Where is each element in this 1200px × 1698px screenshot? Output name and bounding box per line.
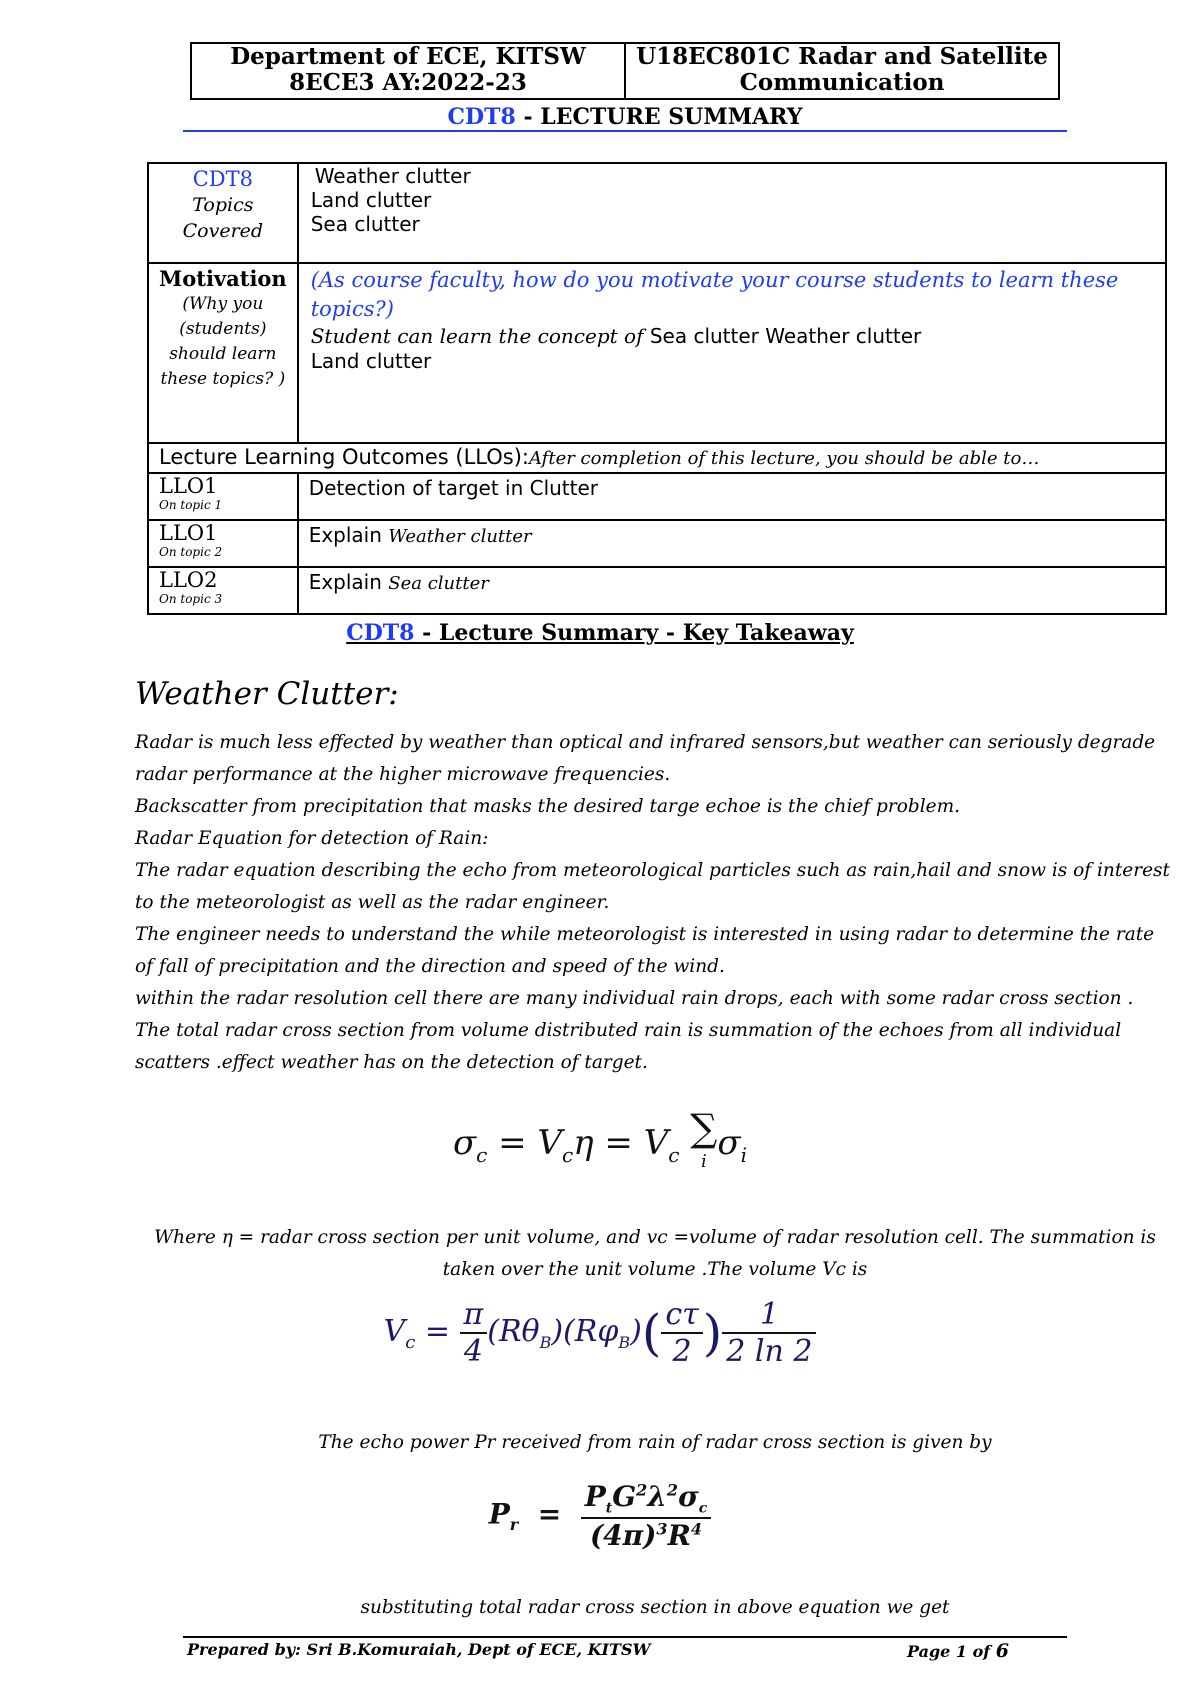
page-of: of xyxy=(967,1642,996,1661)
section-heading: Weather Clutter: xyxy=(135,676,399,712)
llo-row xyxy=(148,567,1166,614)
summary-rest: - LECTURE SUMMARY xyxy=(515,104,803,130)
where-text: Where η = radar cross section per unit volume, and vc =volume of radar resolution cell. The summation is taken over the unit volume .The volume Vc is xyxy=(154,1227,1156,1280)
llo-desc-italic: Sea clutter xyxy=(388,573,489,594)
llo-topic: On topic 2 xyxy=(159,545,223,559)
llo-heading-cell xyxy=(148,443,1166,473)
header-department: Department of ECE, KITSW 8ECE3 AY:2022-23 xyxy=(192,44,626,98)
llo-desc-italic: Weather clutter xyxy=(388,526,532,547)
substitution-text: substituting total radar cross section in above equation we get xyxy=(360,1597,950,1618)
paragraph: The radar equation describing the echo from meteorological particles such as rain,hail and snow is of interest to the meteorologist as well as the radar engineer. xyxy=(135,860,1170,913)
topics-code: CDT8 xyxy=(192,167,253,191)
llo-heading-italic: After completion of this lecture, you should be able to… xyxy=(529,448,1040,469)
key-takeaway-code: CDT8 xyxy=(346,620,415,646)
topics-list-cell xyxy=(298,163,1166,263)
motivation-sub: (Why you (students) should learn these topics? ) xyxy=(160,294,286,389)
llo-desc: Detection of target in Clutter xyxy=(308,476,599,500)
lecture-info-table xyxy=(147,162,1167,615)
llo-topic: On topic 3 xyxy=(159,592,223,606)
page-total: 6 xyxy=(995,1640,1009,1662)
page-number xyxy=(907,1640,1009,1662)
motivation-label-cell xyxy=(148,263,298,443)
body-paragraphs xyxy=(135,727,1175,1079)
lecture-summary-title xyxy=(183,104,1067,132)
key-takeaway-rest: - Lecture Summary - Key Takeaway xyxy=(414,620,854,646)
motivation-line-italic: Student can learn the concept of xyxy=(310,324,650,348)
llo-row xyxy=(148,520,1166,567)
page-label: Page xyxy=(907,1642,956,1661)
topics-label: Topics Covered xyxy=(182,194,264,242)
paragraph: within the radar resolution cell there are many individual rain drops, each with some radar cross section . xyxy=(135,988,1134,1009)
llo-id: LLO2 xyxy=(159,568,218,592)
header-box xyxy=(190,42,1060,100)
llo-id: LLO1 xyxy=(159,521,218,545)
footer-prepared-by: Prepared by: Sri B.Komuraiah, Dept of ECE, KITSW xyxy=(187,1640,651,1659)
motivation-text-cell xyxy=(298,263,1166,443)
motivation-line2: Land clutter xyxy=(310,349,432,373)
echo-text: The echo power Pr received from rain of radar cross section is given by xyxy=(318,1432,992,1453)
motivation-label: Motivation xyxy=(159,266,287,291)
header-course: U18EC801C Radar and Satellite Communication xyxy=(636,44,1048,96)
summary-code: CDT8 xyxy=(447,104,516,130)
topic-item: Land clutter xyxy=(310,188,432,212)
paragraph: Radar is much less effected by weather than optical and infrared sensors,but weather can seriously degrade radar performance at the higher microwave frequencies. xyxy=(135,732,1156,785)
paragraph: Backscatter from precipitation that masks the desired targe echoe is the chief problem. xyxy=(135,796,960,817)
key-takeaway-title xyxy=(0,620,1200,646)
paragraph: The total radar cross section from volume distributed rain is summation of the echoes from all individual scatters .effect weather has on the detection of target. xyxy=(135,1020,1122,1073)
llo-desc: Explain xyxy=(308,570,389,594)
equation-cross-section: $\sigma_c = V_c\eta = V_c$ ∑ i $\sigma_i$ xyxy=(452,1106,748,1172)
equation-volume: $V_c$ = $\frac{\pi}{4}$ $(R\theta_B)(R\varphi_B)$( $\frac{c\tau}{2}$ ) $\frac{1}{2 \ln 2}$ xyxy=(0,1297,1200,1369)
paragraph: The engineer needs to understand the while meteorologist is interested in using radar to determine the rate of fall of precipitation and the direction and speed of the wind. xyxy=(135,924,1155,977)
llo-desc: Explain xyxy=(308,523,389,547)
llo-heading: Lecture Learning Outcomes (LLOs): xyxy=(159,445,529,469)
footer xyxy=(187,1640,1009,1662)
footer-divider xyxy=(183,1636,1067,1638)
topic-item: Sea clutter xyxy=(310,212,420,236)
llo-topic: On topic 1 xyxy=(159,498,223,512)
page-num: 1 xyxy=(955,1642,968,1661)
topic-item: Weather clutter xyxy=(314,164,471,188)
paragraph: Radar Equation for detection of Rain: xyxy=(135,828,489,849)
llo-row xyxy=(148,473,1166,520)
equation-echo-power: $P_r$ = $\frac{P_tG^2\lambda^2\sigma_c}{(4\pi)^3R^4}$ xyxy=(0,1480,1200,1552)
topics-label-cell xyxy=(148,163,298,263)
llo-id: LLO1 xyxy=(159,474,218,498)
motivation-line-rest: Sea clutter Weather clutter xyxy=(649,324,922,348)
motivation-question: (As course faculty, how do you motivate your course students to learn these topics?) xyxy=(310,268,1119,321)
